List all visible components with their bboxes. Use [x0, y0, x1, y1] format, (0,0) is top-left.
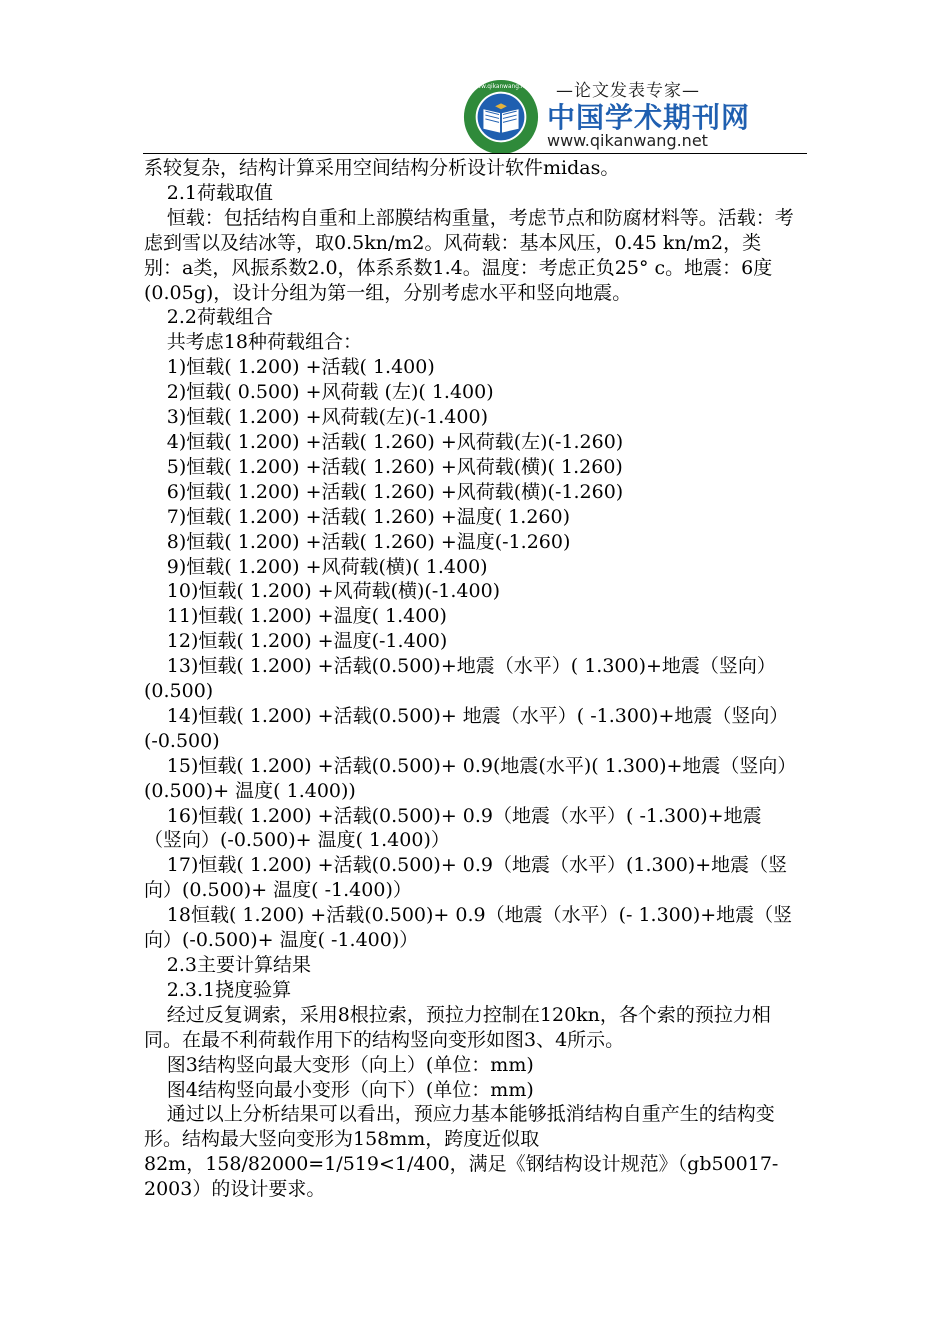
list-item: 4)恒载( 1.200) +活载( 1.260) +风荷载(左)(-1.260)	[166, 430, 624, 453]
list-item: 1)恒载( 1.200) +活载( 1.400)	[166, 356, 435, 379]
list-item: 16)恒载( 1.200) +活载(0.500)+ 0.9（地震（水平）( -1.300)+地震（竖向）(-0.500)+ 温度( 1.400)）	[144, 804, 762, 852]
list-item: 18恒载( 1.200) +活载(0.500)+ 0.9（地震（水平）(- 1.300)+地震（竖向）(-0.500)+ 温度( -1.400)）	[144, 904, 793, 952]
paragraph: 经过反复调索，采用8根拉索，预拉力控制在120kn，各个索的预拉力相同。在最不利荷载作用下的结构竖向变形如图3、4所示。	[144, 1003, 771, 1051]
list-item: 17)恒载( 1.200) +活载(0.500)+ 0.9（地震（水平）(1.300)+地震（竖向）(0.500)+ 温度( -1.400)）	[144, 854, 788, 902]
journal-logo-icon	[462, 78, 540, 156]
logo-site-url[interactable]: www.qikanwang.net	[547, 131, 708, 150]
logo-slogan: —论文发表专家—	[556, 81, 700, 101]
list-item: 3)恒载( 1.200) +风荷载(左)(-1.400)	[166, 406, 488, 429]
section-heading: 2.2荷载组合	[166, 306, 274, 329]
section-heading: 2.1荷载取值	[166, 181, 274, 204]
paragraph: 82m，158/82000=1/519<1/400，满足《钢结构设计规范》（gb50017-2003）的设计要求。	[144, 1153, 779, 1201]
list-item: 12)恒载( 1.200) +温度(-1.400)	[166, 630, 448, 653]
subsection-heading: 2.3.1挠度验算	[166, 978, 292, 1001]
page-header	[0, 0, 950, 160]
paragraph: 系较复杂，结构计算采用空间结构分析设计软件midas。	[144, 157, 620, 179]
list-item: 7)恒载( 1.200) +活载( 1.260) +温度( 1.260)	[166, 505, 570, 528]
list-item: 10)恒载( 1.200) +风荷载(横)(-1.400)	[166, 580, 501, 603]
list-item: 6)恒载( 1.200) +活载( 1.260) +风荷载(横)(-1.260)	[166, 480, 624, 503]
logo-site-name: 中国学术期刊网	[547, 101, 751, 134]
header-divider	[143, 153, 807, 154]
list-item: 2)恒载( 0.500) +风荷载 (左)( 1.400)	[166, 381, 494, 404]
list-item: 14)恒载( 1.200) +活载(0.500)+ 地震（水平）( -1.300)+地震（竖向）(-0.500)	[144, 704, 789, 752]
figure-caption: 图3结构竖向最大变形（向上）(单位：mm)	[166, 1053, 534, 1076]
list-item: 9)恒载( 1.200) +风荷载(横)( 1.400)	[166, 555, 488, 578]
list-item: 8)恒载( 1.200) +活载( 1.260) +温度(-1.260)	[166, 530, 571, 553]
paragraph: 通过以上分析结果可以看出，预应力基本能够抵消结构自重产生的结构变形。结构最大竖向变形为158mm，跨度近似取	[144, 1103, 775, 1151]
list-item: 5)恒载( 1.200) +活载( 1.260) +风荷载(横)( 1.260)	[166, 455, 623, 478]
paragraph: 共考虑18种荷载组合：	[166, 331, 362, 354]
list-item: 13)恒载( 1.200) +活载(0.500)+地震（水平）( 1.300)+地震（竖向）(0.500)	[144, 655, 776, 703]
section-heading: 2.3主要计算结果	[166, 954, 312, 976]
list-item: 11)恒载( 1.200) +温度( 1.400)	[166, 605, 447, 628]
logo-ring-text: www.qikanwang.net	[471, 83, 531, 90]
figure-caption: 图4结构竖向最小变形（向下）(单位：mm)	[166, 1078, 534, 1101]
document-body	[144, 156, 799, 1202]
list-item: 15)恒载( 1.200) +活载(0.500)+ 0.9(地震(水平)( 1.300)+地震（竖向）(0.500)+ 温度( 1.400))	[144, 754, 797, 802]
paragraph: 恒载：包括结构自重和上部膜结构重量，考虑节点和防腐材料等。活载：考虑到雪以及结冰等，取0.5kn/m2。风荷载：基本风压，0.45 kn/m2，类别：a类，风振系数2.0，体系系数1.4。温度：考虑正负25° c。地震：6度(0.05g)，设计分组为第一组，分别考虑水平和竖向地震。	[144, 206, 794, 304]
